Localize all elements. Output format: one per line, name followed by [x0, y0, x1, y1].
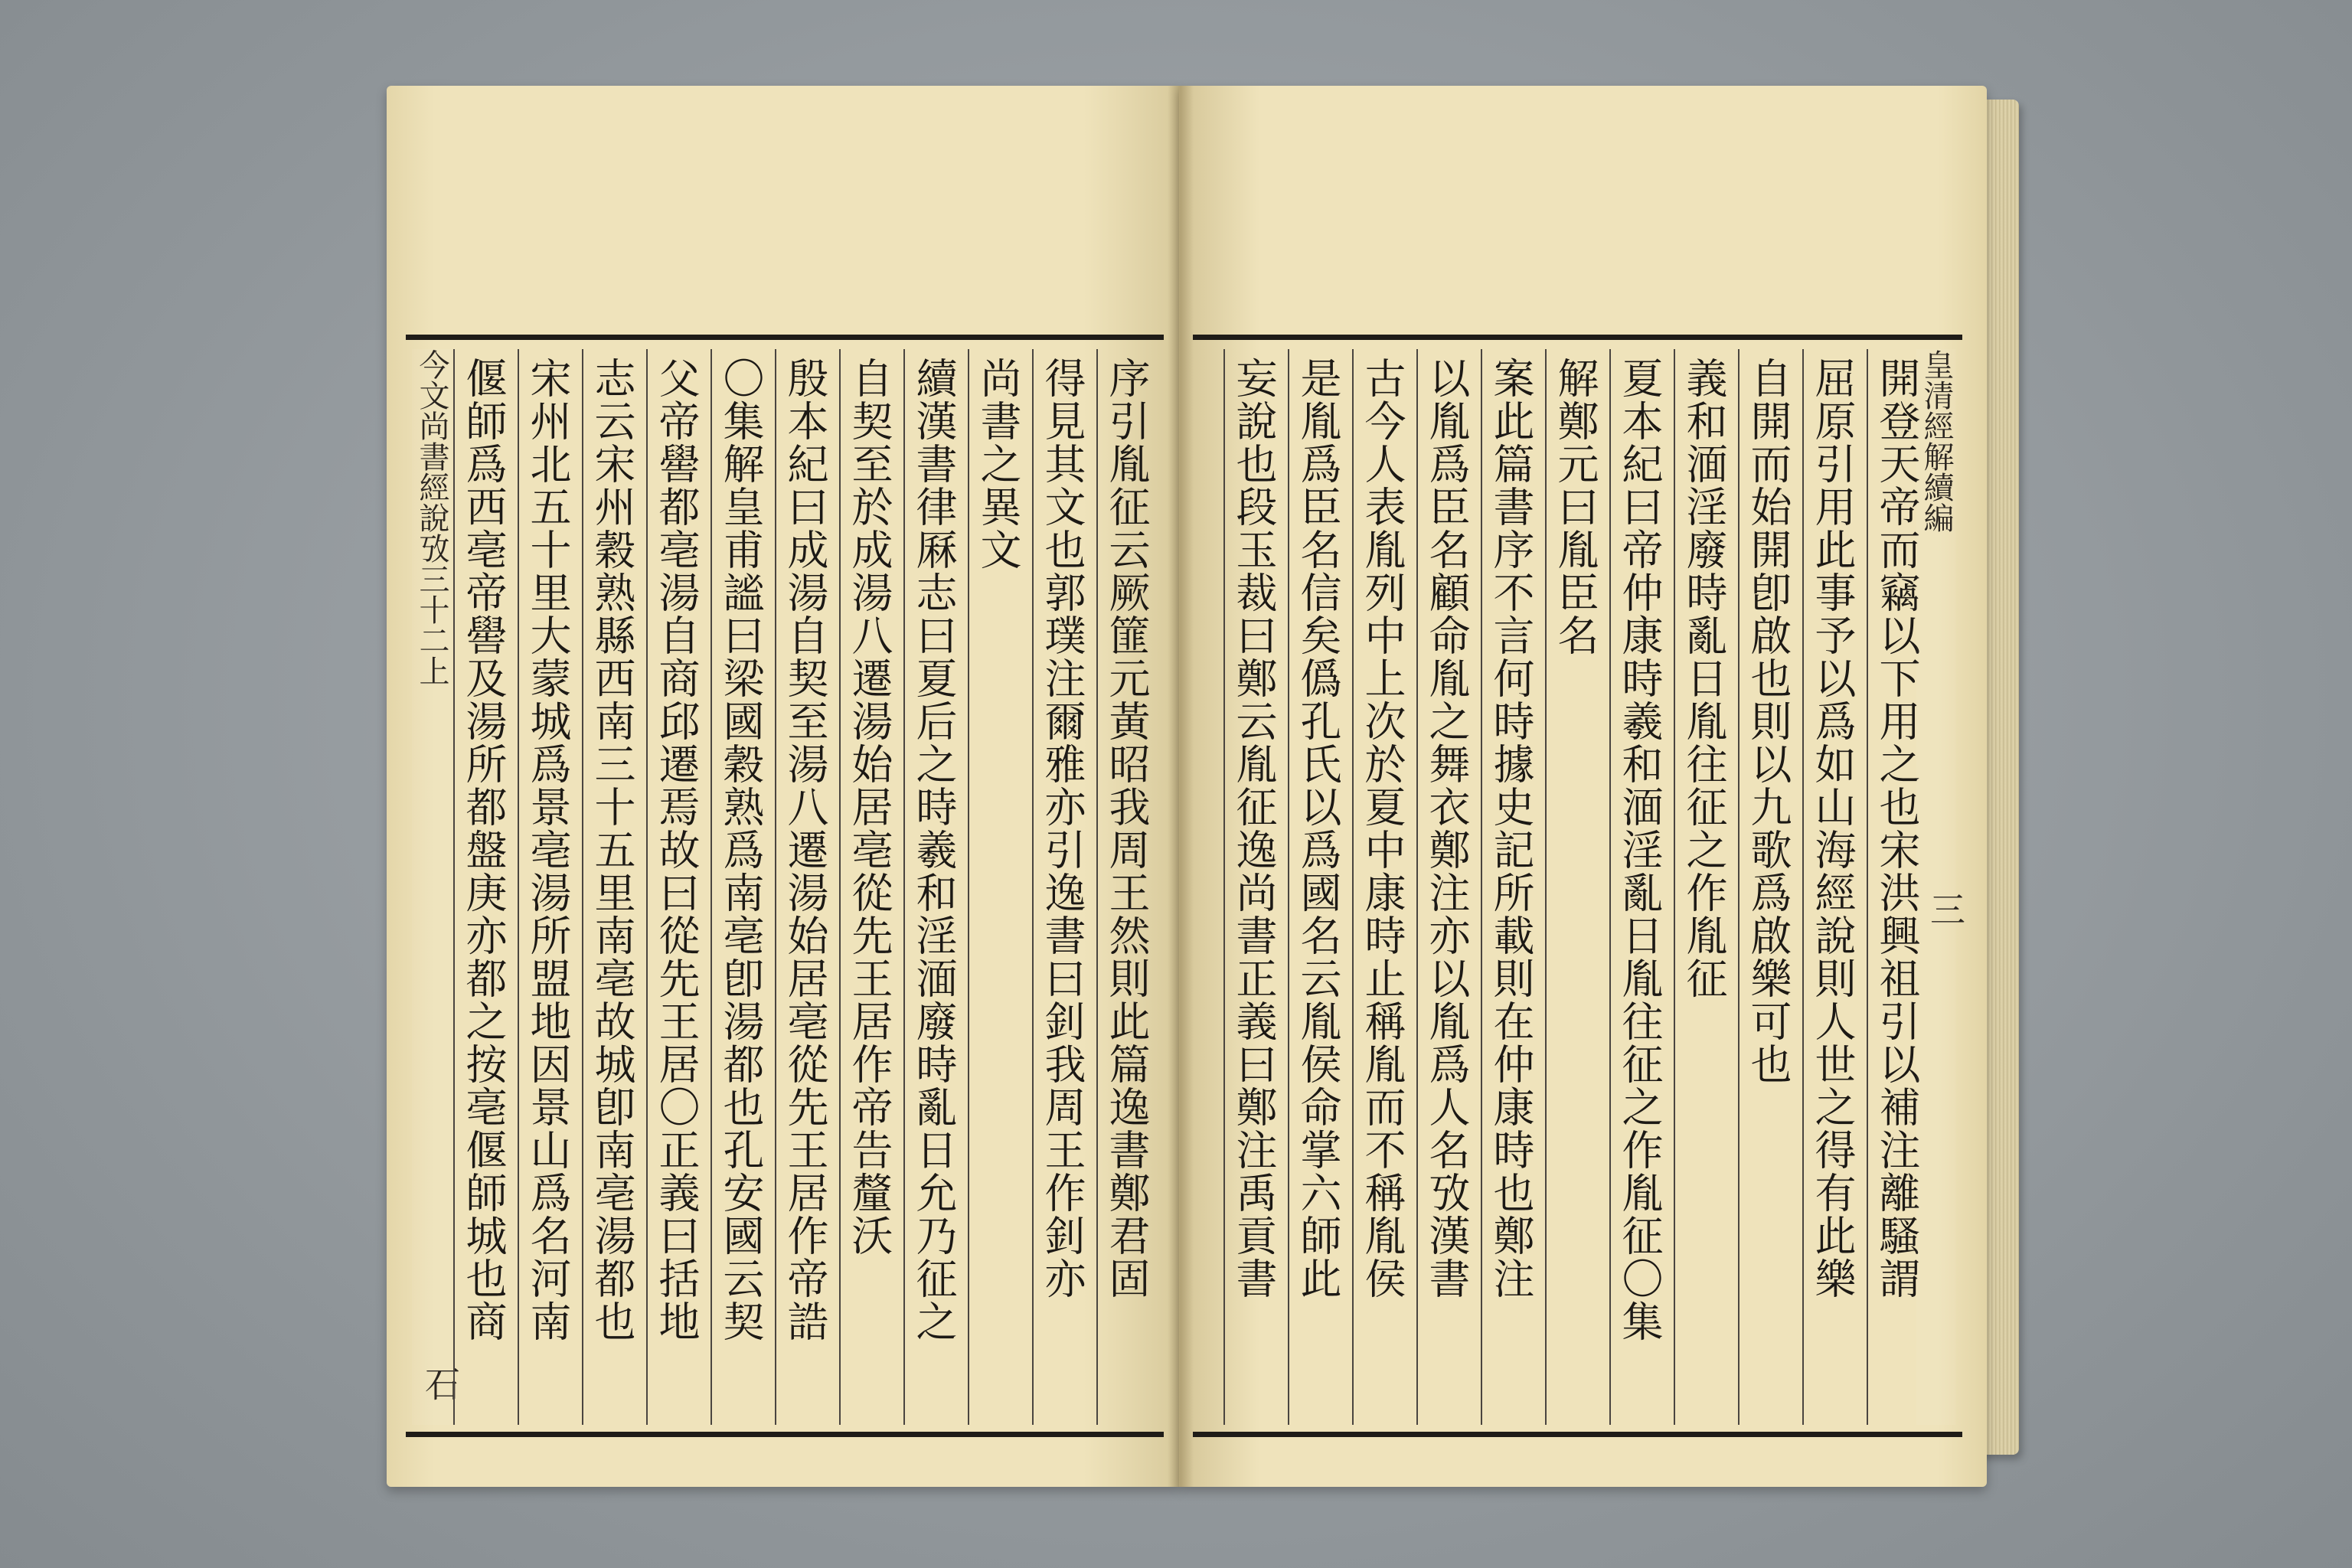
left-page: [387, 86, 1179, 1487]
right-col-6: 解鄭元曰胤臣名: [1545, 349, 1605, 1425]
open-book: [387, 86, 1987, 1487]
left-col-11: 偃師爲西亳帝嚳及湯所都盤庚亦都之按亳偃師城也商: [453, 349, 513, 1425]
right-col-7: 案此篇書序不言何時據史記所載則在仲康時也鄭注: [1481, 349, 1540, 1425]
right-col-2: 屈原引用此事予以爲如山海經說則人世之得有此樂: [1802, 349, 1862, 1425]
left-col-7: 〇集解皇甫謐曰梁國穀熟爲南亳卽湯都也孔安國云契: [710, 349, 770, 1425]
right-page: [1179, 86, 1987, 1487]
right-col-10: 是胤爲臣名信矣僞孔氏以爲國名云胤侯命掌六師此: [1288, 349, 1348, 1425]
right-col-5: 夏本紀曰帝仲康時羲和湎淫亂日胤往征之作胤征〇集: [1609, 349, 1669, 1425]
left-col-2: 得見其文也郭璞注爾雅亦引逸書曰釗我周王作釗亦: [1032, 349, 1092, 1425]
left-col-10: 宋州北五十里大蒙城爲景亳湯所盟地因景山爲名河南: [518, 349, 577, 1425]
right-col-9: 古今人表胤列中上次於夏中康時止稱胤而不稱胤侯: [1352, 349, 1412, 1425]
left-col-9: 志云宋州穀熟縣西南三十五里南亳故城卽南亳湯都也: [582, 349, 642, 1425]
book-gutter: [1168, 86, 1194, 1487]
left-page-number: 石: [420, 1366, 461, 1401]
left-col-6: 殷本紀曰成湯自契至湯八遷湯始居亳從先王居作帝誥: [775, 349, 835, 1425]
left-margin-title: 今文尚書經說攷三十二上: [412, 349, 452, 1425]
right-text-frame: [1193, 335, 1966, 1437]
left-col-3: 尚書之異文: [968, 349, 1027, 1425]
right-margin-title: 皇清經解續編: [1916, 349, 1956, 1425]
right-col-1: 開登天帝而竊以下用之也宋洪興祖引以補注離騷謂: [1867, 349, 1926, 1425]
left-col-8: 父帝嚳都亳湯自商邱遷焉故曰從先王居〇正義曰括地: [646, 349, 706, 1425]
left-col-1: 序引胤征云厥篚元黃昭我周王然則此篇逸書鄭君固: [1096, 349, 1156, 1425]
right-col-8: 以胤爲臣名顧命胤之舞衣鄭注亦以胤爲人名攷漢書: [1416, 349, 1476, 1425]
right-page-number: 三: [1925, 891, 1966, 926]
right-col-11: 妄說也段玉裁曰鄭云胤征逸尚書正義曰鄭注禹貢書: [1223, 349, 1283, 1425]
right-col-3: 自開而始開卽啟也則以九歌爲啟樂可也: [1738, 349, 1798, 1425]
left-col-4: 續漢書律厤志曰夏后之時羲和淫湎廢時亂日允乃征之: [903, 349, 963, 1425]
left-text-frame: [406, 335, 1164, 1437]
right-col-4: 義和湎淫廢時亂日胤往征之作胤征: [1674, 349, 1733, 1425]
left-col-5: 自契至於成湯八遷湯始居亳從先王居作帝告釐沃: [839, 349, 899, 1425]
